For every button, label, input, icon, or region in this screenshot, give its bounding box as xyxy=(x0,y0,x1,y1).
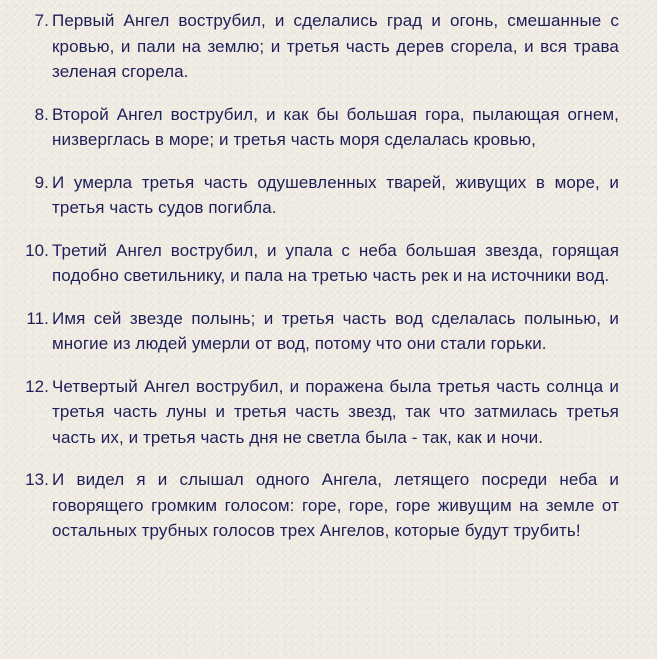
verse-number: 13. xyxy=(25,470,49,489)
verse-number: 11. xyxy=(26,308,49,328)
verse-text: Четвертый Ангел вострубил, и поражена была третья часть солнца и третья часть луны и третья часть звезд, так что затмилась третья часть их, и третья часть дня не светла была - так, как и ночи. xyxy=(52,376,619,447)
verse-text: Второй Ангел вострубил, и как бы большая гора, пылающая огнем, низверглась в море; и третья часть моря сделалась кровью, xyxy=(52,104,619,149)
verse-text: И умерла третья часть одушевленных тварей, живущих в море, и третья часть судов погибла. xyxy=(52,172,619,217)
verse-text: Первый Ангел вострубил, и сделались град и огонь, смешанные с кровью, и пали на землю; и третья часть дерев сгорела, и вся трава зеленая сгорела. xyxy=(52,11,619,81)
verse-11 xyxy=(18,306,619,357)
verse-7 xyxy=(18,8,619,85)
verse-number: 10. xyxy=(25,240,49,260)
verse-12 xyxy=(18,374,619,451)
verse-9 xyxy=(18,170,619,221)
verse-number: 9. xyxy=(34,172,49,192)
verse-text: Третий Ангел вострубил, и упала с неба большая звезда, горящая подобно светильнику, и пала на третью часть рек и на источники вод. xyxy=(52,240,619,285)
verse-list xyxy=(18,8,619,544)
verse-13 xyxy=(18,467,619,544)
verse-10 xyxy=(18,238,619,289)
verse-number: 8. xyxy=(34,104,49,124)
verse-8 xyxy=(18,102,619,153)
verse-number: 12. xyxy=(25,376,49,396)
verse-text: И видел я и слышал одного Ангела, летящего посреди неба и говорящего громким голосом: горе, горе, горе живущим на земле от остальных трубных голосов трех Ангелов, которые будут трубить! xyxy=(52,470,619,540)
verse-text: Имя сей звезде полынь; и третья часть вод сделалась полынью, и многие из людей умерли от вод, потому что они стали горьки. xyxy=(52,308,619,353)
verse-number: 7. xyxy=(34,11,49,30)
